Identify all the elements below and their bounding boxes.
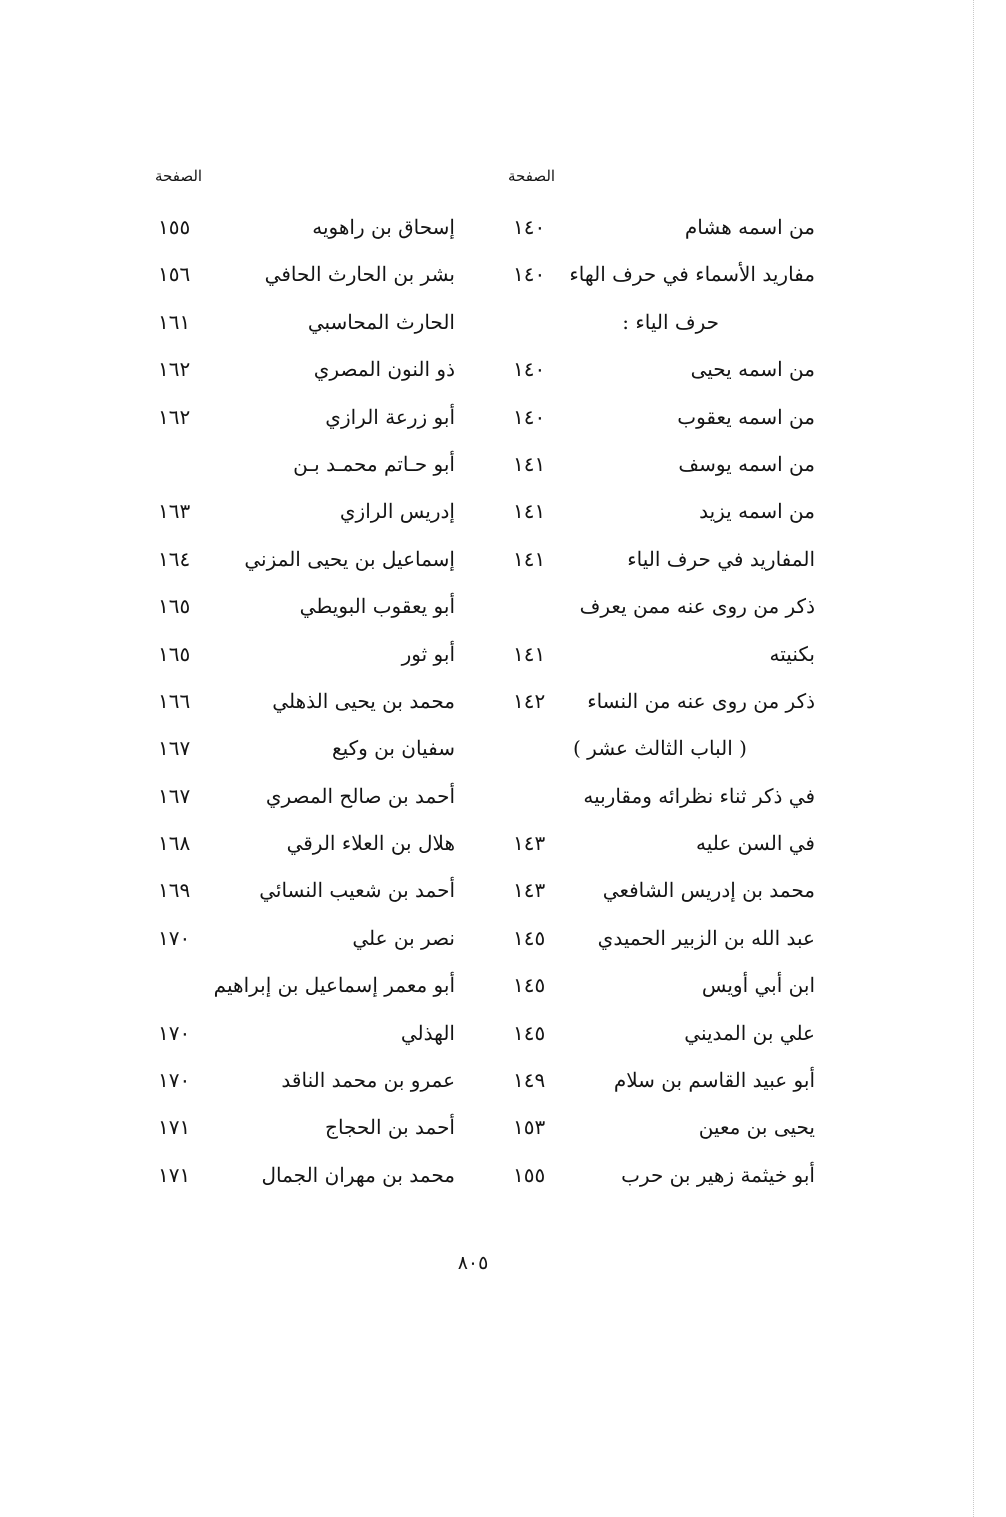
- entry-title: أبو زرعة الرازي: [325, 404, 455, 429]
- entry-title: نصر بن علي: [352, 925, 455, 950]
- index-entry: [505, 632, 815, 679]
- entry-page-number: ١٧٠: [158, 925, 191, 950]
- index-entry: [505, 916, 815, 963]
- index-entry: [150, 821, 455, 868]
- index-entry: [150, 347, 455, 394]
- entry-title: أبو ثور: [401, 641, 455, 666]
- index-entry: [505, 584, 815, 631]
- entry-title: أبو خيثمة زهير بن حرب: [621, 1162, 815, 1187]
- entry-page-number: ١٤٢: [513, 688, 546, 713]
- index-entry: [150, 1011, 455, 1058]
- entry-page-number: ١٦٣: [158, 499, 191, 524]
- index-entry: [150, 395, 455, 442]
- entry-title: من اسمه هشام: [684, 215, 815, 239]
- entry-page-number: ١٦٢: [158, 404, 191, 429]
- entry-title: محمد بن إدريس الشافعي: [602, 878, 815, 903]
- entry-page-number: ١٦٥: [158, 641, 191, 666]
- entry-page-number: ١٤٠: [513, 215, 546, 239]
- entry-page-number: ١٦٩: [158, 878, 191, 903]
- entry-page-number: ١٤٥: [513, 1020, 546, 1045]
- entry-title: مفاريد الأسماء في حرف الهاء: [569, 262, 815, 287]
- entry-title: سفيان بن وكيع: [331, 736, 455, 761]
- entry-page-number: ١٦٢: [158, 357, 191, 382]
- entry-page-number: ١٧٠: [158, 1020, 191, 1045]
- entry-page-number: ١٤٩: [513, 1068, 546, 1093]
- entry-title: أبو يعقوب البويطي: [299, 594, 455, 619]
- entry-page-number: ١٦٥: [158, 594, 191, 619]
- entry-title: ذكر من روى عنه من النساء: [587, 688, 815, 713]
- index-entry: [150, 916, 455, 963]
- entry-page-number: ١٤١: [513, 546, 546, 571]
- entry-page-number: ١٤٠: [513, 357, 546, 382]
- index-entry: [150, 584, 455, 631]
- index-entry: [150, 1105, 455, 1152]
- entry-title: من اسمه يعقوب: [677, 404, 815, 429]
- entry-title: أحمد بن الحجاج: [325, 1115, 455, 1140]
- entry-page-number: ١٦٧: [158, 736, 191, 761]
- entry-page-number: ١٥٥: [513, 1162, 546, 1187]
- page-column-header-left: الصفحة: [155, 167, 203, 185]
- entry-page-number: ١٤١: [513, 451, 546, 476]
- entry-page-number: ١٥٣: [513, 1115, 546, 1140]
- index-entry: [505, 868, 815, 915]
- entry-page-number: ١٤٣: [513, 831, 546, 856]
- entry-title: محمد بن مهران الجمال: [261, 1162, 455, 1187]
- entry-title: محمد بن يحيى الذهلي: [272, 688, 455, 713]
- entry-page-number: ١٦٧: [158, 783, 191, 808]
- index-entry: [505, 395, 815, 442]
- entry-title: حرف الياء :: [622, 309, 719, 334]
- entry-page-number: ١٦٤: [158, 546, 191, 571]
- index-entry: [505, 821, 815, 868]
- index-column-right: [505, 205, 815, 1200]
- entry-title: أبو عبيد القاسم بن سلام: [613, 1068, 815, 1093]
- entry-title: أبو معمر إسماعيل بن إبراهيم: [213, 973, 455, 998]
- index-entry: [150, 300, 455, 347]
- index-entry: [150, 868, 455, 915]
- entry-page-number: ١٤١: [513, 641, 546, 666]
- entry-page-number: ١٦٦: [158, 688, 191, 713]
- index-entry: [150, 537, 455, 584]
- index-entry: [150, 774, 455, 821]
- page-edge-line: [973, 0, 974, 1517]
- index-entry: [505, 963, 815, 1010]
- entry-page-number: ١٤٠: [513, 404, 546, 429]
- index-entry: [150, 632, 455, 679]
- entry-title: الحارث المحاسبي: [307, 309, 455, 334]
- entry-page-number: ١٤٣: [513, 878, 546, 903]
- index-entry: [150, 205, 455, 252]
- index-entry: [505, 679, 815, 726]
- index-entry: [505, 205, 815, 252]
- entry-page-number: ١٤٥: [513, 973, 546, 998]
- entry-title: هلال بن العلاء الرقي: [286, 831, 455, 856]
- entry-page-number: ١٧٠: [158, 1068, 191, 1093]
- index-entry: [150, 442, 455, 489]
- entry-title: ذكر من روى عنه ممن يعرف: [579, 594, 815, 619]
- entry-page-number: ١٥٦: [158, 262, 191, 287]
- entry-page-number: ١٤٠: [513, 262, 546, 287]
- index-entry: [150, 489, 455, 536]
- entry-title: ذو النون المصري: [313, 357, 455, 382]
- index-entry: [505, 1153, 815, 1200]
- entry-title: في ذكر ثناء نظرائه ومقاربيه: [583, 783, 815, 808]
- entry-title: الهذلي: [400, 1020, 455, 1045]
- entry-title: أبو حـاتم محمـد بـن: [293, 451, 455, 476]
- entry-title: أحمد بن شعيب النسائي: [259, 878, 455, 903]
- entry-page-number: ١٤٥: [513, 925, 546, 950]
- entry-title: ( الباب الثالث عشر ): [573, 736, 747, 761]
- entry-title: إدريس الرازي: [339, 499, 455, 524]
- entry-page-number: ١٦٨: [158, 831, 191, 856]
- index-entry: [505, 537, 815, 584]
- entry-title: عمرو بن محمد الناقد: [281, 1068, 455, 1093]
- index-entry: [150, 1058, 455, 1105]
- index-entry: [505, 726, 815, 773]
- entry-title: من اسمه يزيد: [699, 499, 815, 524]
- index-entry: [150, 679, 455, 726]
- entry-page-number: ١٧١: [158, 1162, 191, 1187]
- entry-page-number: ١٧١: [158, 1115, 191, 1140]
- entry-title: عبد الله بن الزبير الحميدي: [597, 925, 815, 950]
- entry-title: إسماعيل بن يحيى المزني: [244, 546, 455, 571]
- entry-title: أحمد بن صالح المصري: [265, 783, 455, 808]
- entry-title: المفاريد في حرف الياء: [627, 546, 815, 571]
- index-entry: [505, 300, 815, 347]
- index-entry: [505, 774, 815, 821]
- page-column-header-right: الصفحة: [508, 167, 556, 185]
- index-entry: [150, 726, 455, 773]
- page-number: ٨٠٥: [457, 1252, 489, 1274]
- index-entry: [505, 1105, 815, 1152]
- entry-page-number: ١٦١: [158, 309, 191, 334]
- entry-title: بكنيته: [769, 641, 815, 666]
- entry-title: بشر بن الحارث الحافي: [264, 262, 455, 287]
- entry-title: يحيى بن معين: [698, 1115, 815, 1140]
- index-entry: [505, 1011, 815, 1058]
- entry-title: في السن عليه: [696, 831, 815, 856]
- index-column-left: [150, 205, 455, 1200]
- index-entry: [150, 1153, 455, 1200]
- entry-title: ابن أبي أويس: [701, 973, 815, 998]
- index-entry: [505, 1058, 815, 1105]
- index-entry: [505, 252, 815, 299]
- index-entry: [505, 442, 815, 489]
- entry-title: من اسمه يحيى: [690, 357, 815, 382]
- index-entry: [505, 347, 815, 394]
- entry-page-number: ١٤١: [513, 499, 546, 524]
- entry-title: علي بن المديني: [684, 1020, 815, 1045]
- index-entry: [150, 963, 455, 1010]
- index-entry: [150, 252, 455, 299]
- index-entry: [505, 489, 815, 536]
- entry-page-number: ١٥٥: [158, 215, 191, 239]
- entry-title: إسحاق بن راهويه: [312, 215, 455, 239]
- entry-title: من اسمه يوسف: [678, 451, 815, 476]
